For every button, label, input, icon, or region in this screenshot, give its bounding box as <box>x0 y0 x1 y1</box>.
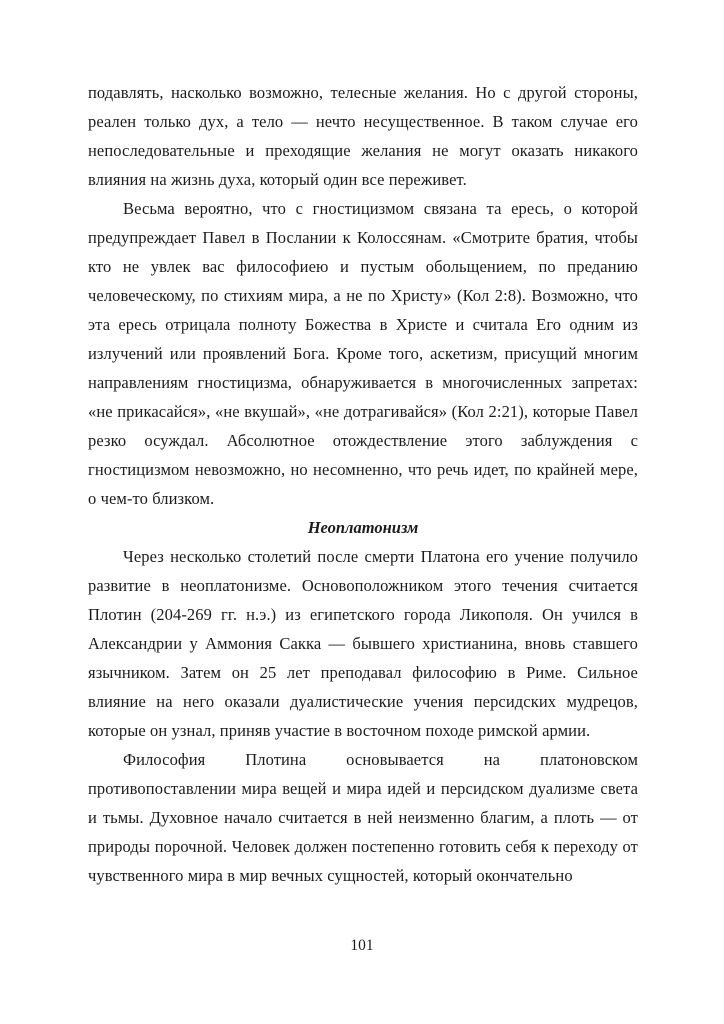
section-heading: Неоплатонизм <box>307 518 419 537</box>
document-page <box>88 78 638 890</box>
page-number: 101 <box>350 937 374 954</box>
paragraph: Весьма вероятно, что с гностицизмом связана та ересь, о которой предупреждает Павел в Послании к Колоссянам. «Смотрите братия, чтобы кто не увлек вас философиею и пустым обольщением, по преданию человеческому, по стихиям мира, а не по Христу» (Кол 2:8). Возможно, что эта ересь отрицала полноту Божества в Христе и считала Его одним из излучений или проявлений Бога. Кроме того, аскетизм, присущий многим направлениям гностицизма, обнаруживается в многочисленных запретах: «не прикасайся», «не вкушай», «не дотрагивайся» (Кол 2:21), которые Павел резко осуждал. Абсолютное отождествление этого заблуждения с гностицизмом невозможно, но несомненно, что речь идет, по крайней мере, о чем-то близком. <box>88 199 638 508</box>
paragraph-continuation: подавлять, насколько возможно, телесные желания. Но с другой стороны, реален только дух, а тело — нечто несущественное. В таком случае его непоследовательные и преходящие желания не могут оказать никакого влияния на жизнь духа, который один все переживет. <box>88 83 638 189</box>
paragraph: Через несколько столетий после смерти Платона его учение получило развитие в неоплатонизме. Основоположником этого течения считается Плотин (204-269 гг. н.э.) из египетского города Ликополя. Он учился в Александрии у Аммония Сакка — бывшего христианина, вновь ставшего язычником. Затем он 25 лет преподавал философию в Риме. Сильное влияние на него оказали дуалистические учения персидских мудрецов, которые он узнал, приняв участие в восточном походе римской армии. <box>88 547 638 740</box>
paragraph: Философия Плотина основывается на платоновском противопоставлении мира вещей и мира идей и персидском дуализме света и тьмы. Духовное начало считается в ней неизменно благим, а плоть — от природы порочной. Человек должен постепенно готовить себя к переходу от чувственного мира в мир вечных сущностей, который окончательно <box>88 750 638 885</box>
